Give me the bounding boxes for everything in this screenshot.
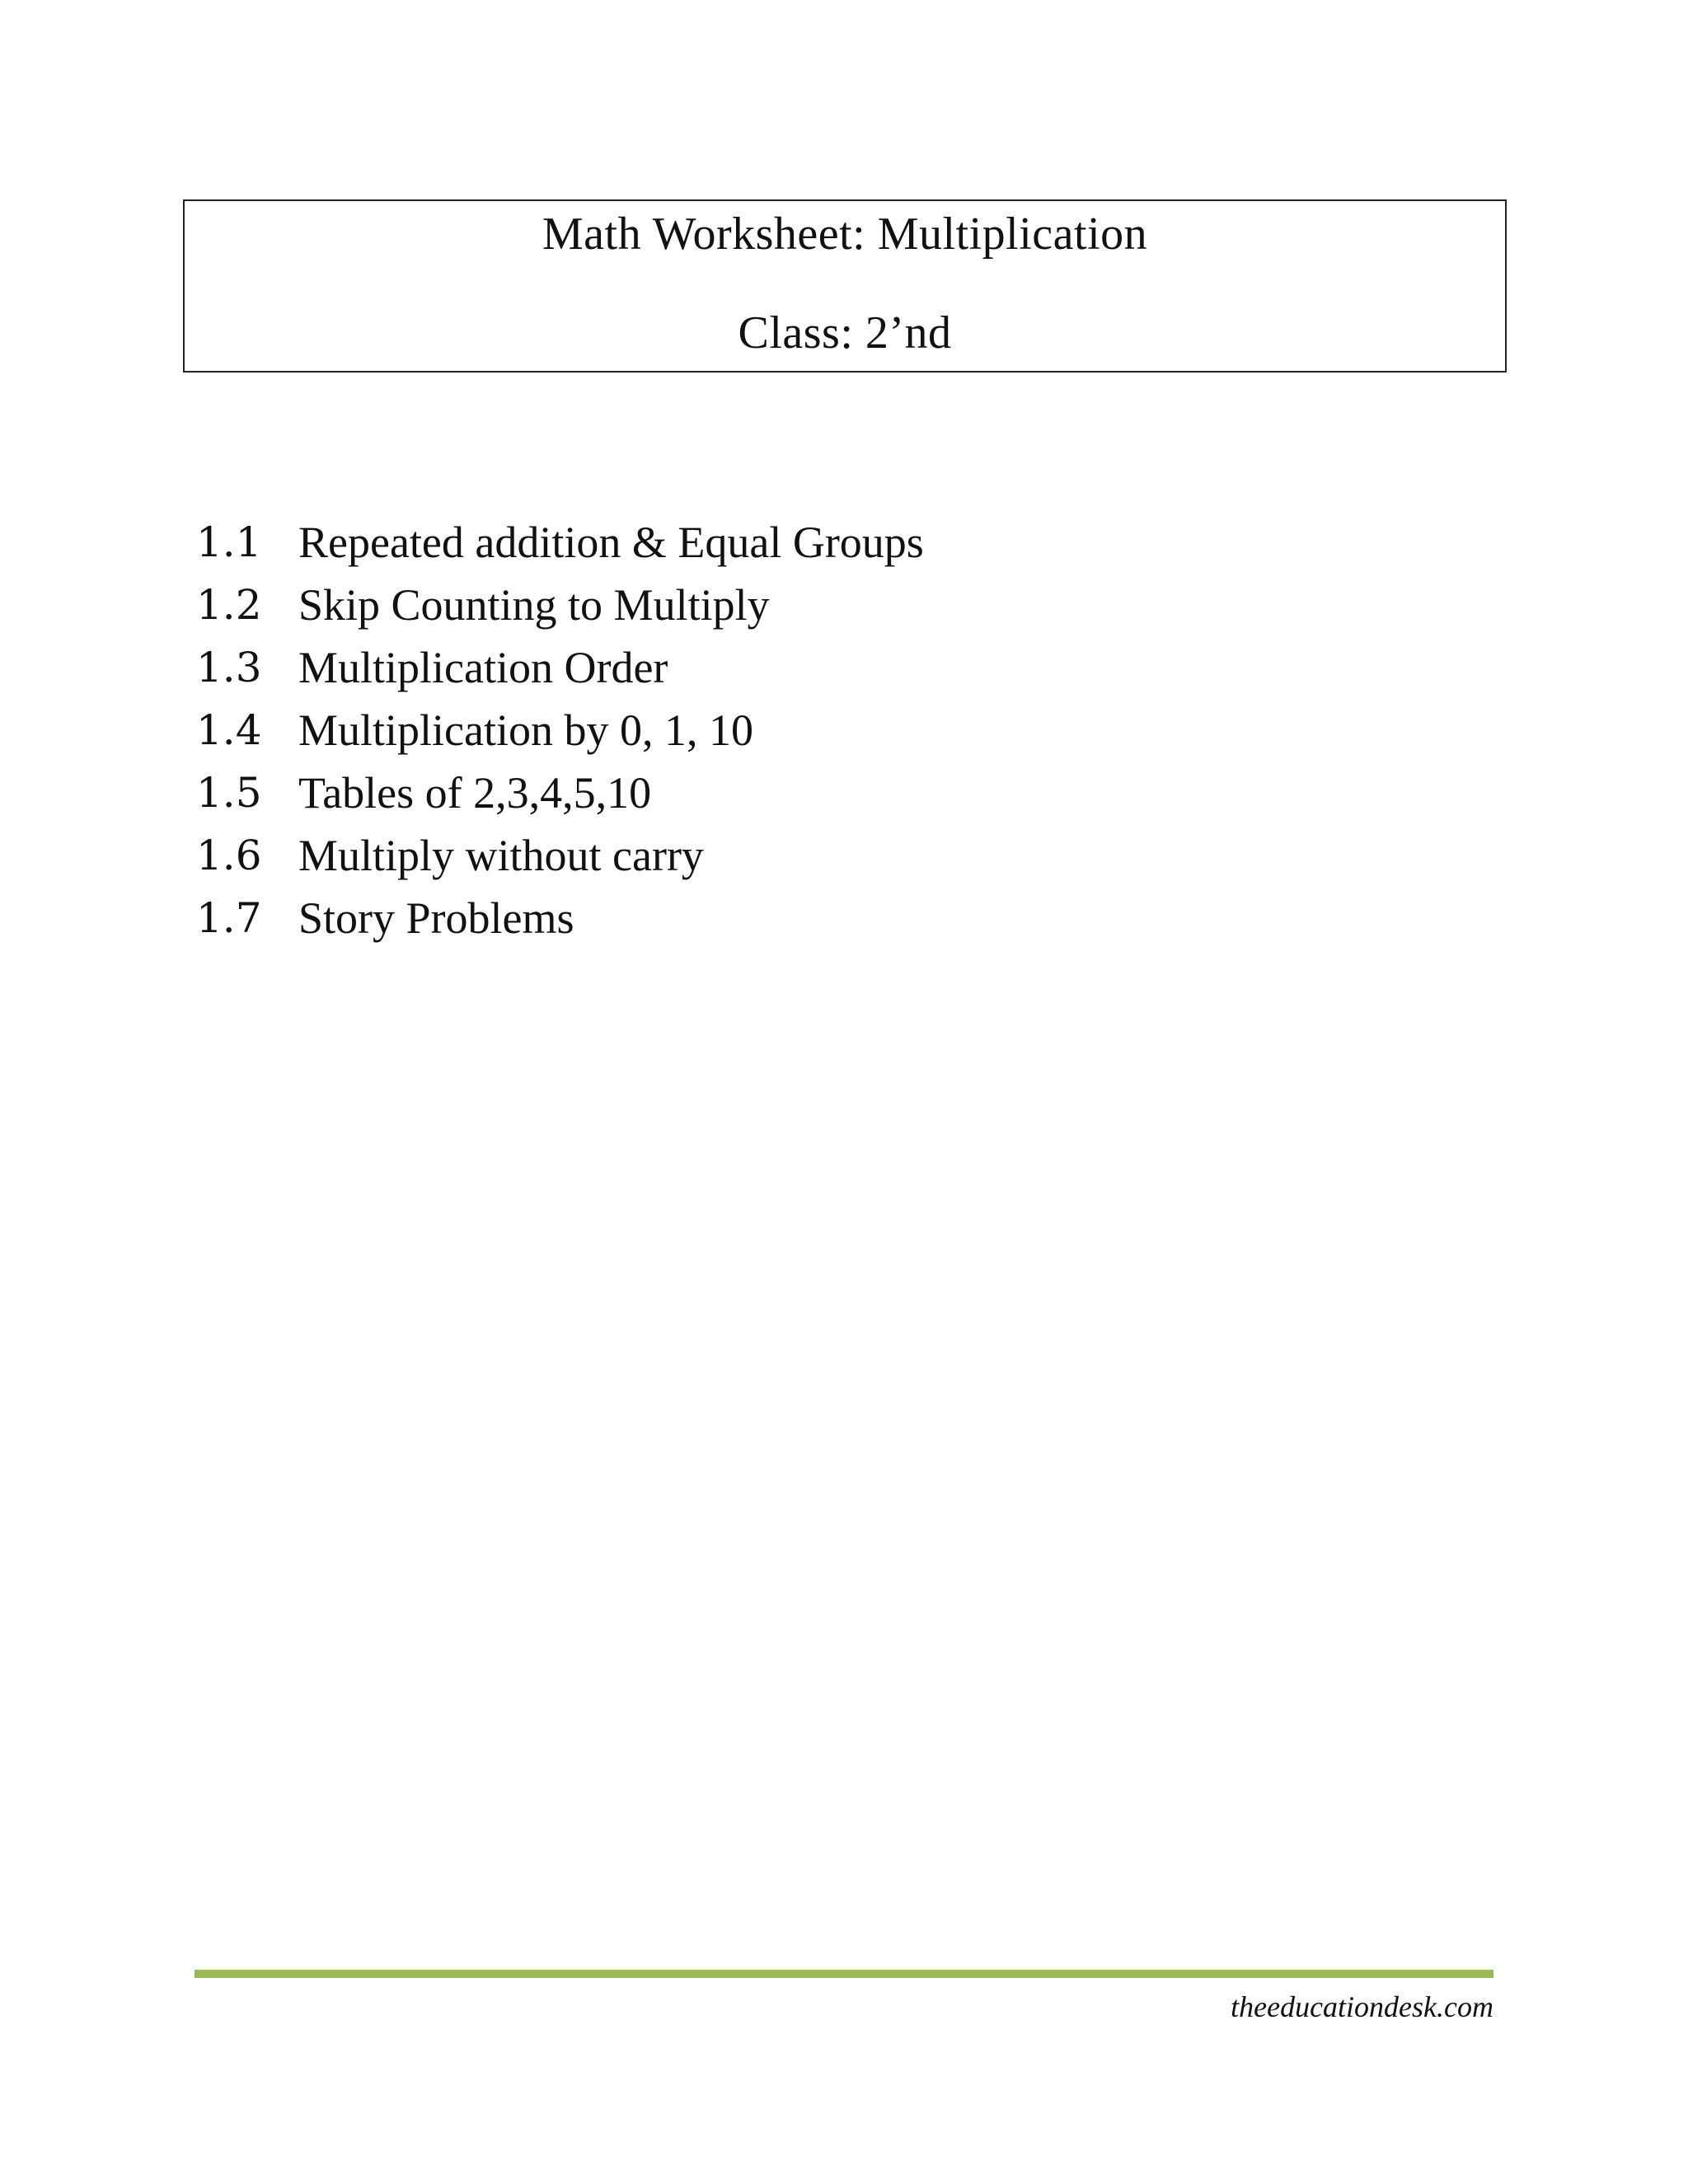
topic-number: 1.3	[196, 644, 262, 691]
footer-divider	[195, 1970, 1493, 1978]
topic-list	[196, 511, 924, 949]
worksheet-title: Math Worksheet: Multiplication	[542, 209, 1148, 260]
topic-label: Multiplication by 0, 1, 10	[298, 705, 753, 755]
class-label: Class: 2’nd	[738, 307, 952, 359]
topic-label: Skip Counting to Multiply	[298, 580, 770, 630]
topic-item	[196, 574, 924, 636]
title-box	[183, 199, 1507, 373]
topic-item	[196, 762, 924, 824]
topic-number: 1.5	[196, 769, 262, 817]
topic-label: Repeated addition & Equal Groups	[298, 518, 924, 567]
topic-item	[196, 511, 924, 574]
topic-label: Multiply without carry	[298, 831, 704, 880]
topic-number: 1.6	[196, 832, 262, 879]
topic-item	[196, 887, 924, 949]
topic-item	[196, 824, 924, 887]
topic-label: Tables of 2,3,4,5,10	[298, 768, 652, 818]
topic-item	[196, 699, 924, 762]
topic-number: 1.4	[196, 706, 262, 754]
topic-number: 1.2	[196, 581, 262, 629]
topic-item	[196, 636, 924, 699]
topic-number: 1.1	[196, 518, 262, 566]
topic-label: Story Problems	[298, 893, 574, 943]
footer-site-name: theeducationdesk.com	[1231, 1990, 1493, 2023]
topic-number: 1.7	[196, 894, 262, 942]
topic-label: Multiplication Order	[298, 643, 668, 692]
